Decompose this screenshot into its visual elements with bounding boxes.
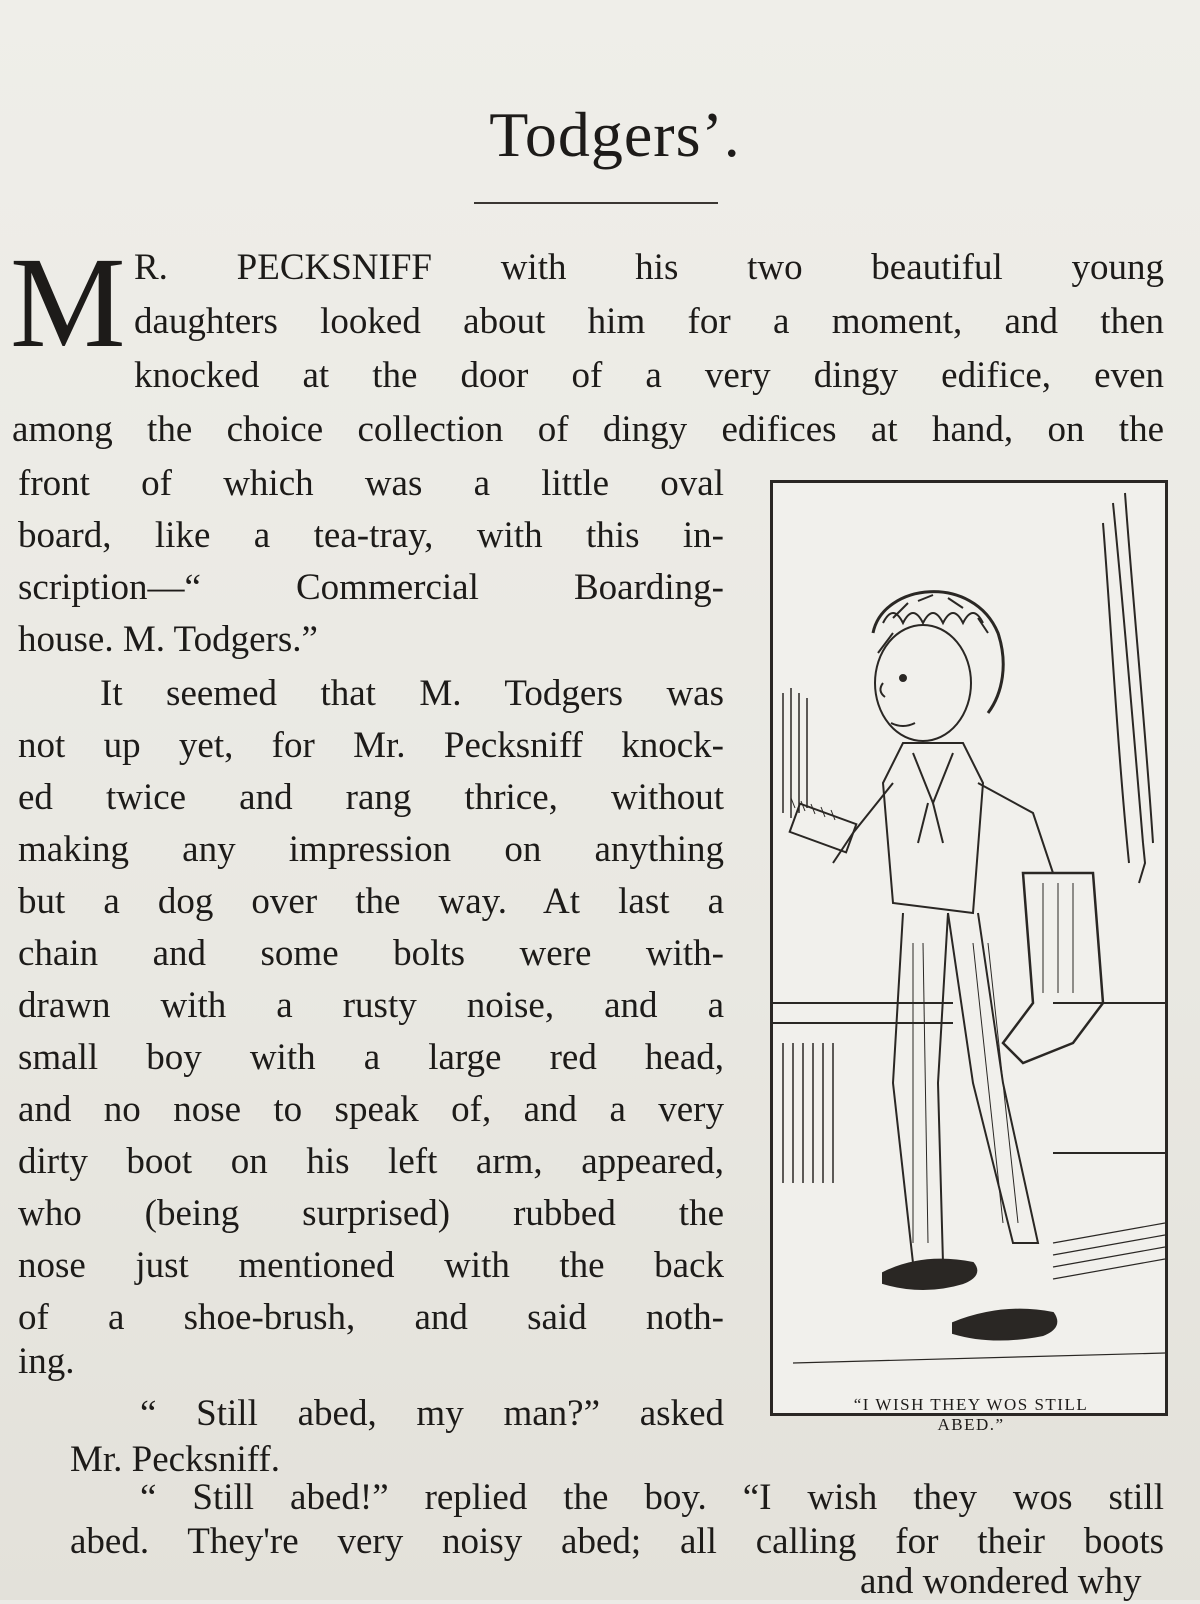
text-line: knocked at the door of a very dingy edifice, even — [134, 355, 1164, 396]
chapter-title: Todgers’. — [489, 99, 741, 170]
text-line: front of which was a little oval — [18, 463, 724, 504]
text-line: and no nose to speak of, and a very — [18, 1089, 724, 1130]
text-line: R. PECKSNIFF with his two beautiful young — [134, 247, 1164, 288]
text-line: making any impression on anything — [18, 829, 724, 870]
text-line: but a dog over the way. At last a — [18, 881, 724, 922]
text-line: of a shoe-brush, and said noth- — [18, 1297, 724, 1338]
text-line: who (being surprised) rubbed the — [18, 1193, 724, 1234]
caption-line: “I WISH THEY WOS STILL — [853, 1395, 1089, 1414]
text-line: daughters looked about him for a moment, and then — [134, 301, 1164, 342]
text-line: “ Still abed, my man?” asked — [140, 1393, 724, 1434]
text-line: and wondered why — [860, 1561, 1142, 1602]
text-line: not up yet, for Mr. Pecksniff knock- — [18, 725, 724, 766]
caption-line: ABED.” — [937, 1415, 1005, 1434]
illustration-caption — [790, 1395, 1152, 1435]
text-line: small boy with a large red head, — [18, 1037, 724, 1078]
text-line: ing. — [18, 1341, 75, 1382]
boy-with-boot-illustration — [773, 483, 1165, 1413]
text-line: scription—“ Commercial Boarding- — [18, 567, 724, 608]
text-line: Mr. Pecksniff. — [70, 1439, 281, 1480]
drop-cap: M — [10, 231, 126, 375]
text-line: board, like a tea-tray, with this in- — [18, 515, 724, 556]
text-line: chain and some bolts were with- — [18, 933, 724, 974]
text-line: drawn with a rusty noise, and a — [18, 985, 724, 1026]
text-line: dirty boot on his left arm, appeared, — [18, 1141, 724, 1182]
text-line: ed twice and rang thrice, without — [18, 777, 724, 818]
text-line: among the choice collection of dingy edifices at hand, on the — [12, 409, 1164, 450]
text-line: nose just mentioned with the back — [18, 1245, 724, 1286]
illustration — [770, 480, 1168, 1416]
text-line: “ Still abed!” replied the boy. “I wish they wos still — [140, 1477, 1164, 1518]
text-line: house. M. Todgers.” — [18, 619, 318, 660]
text-line: abed. They're very noisy abed; all calling for their boots — [70, 1521, 1164, 1562]
title-rule — [474, 202, 718, 204]
text-line: It seemed that M. Todgers was — [100, 673, 724, 714]
